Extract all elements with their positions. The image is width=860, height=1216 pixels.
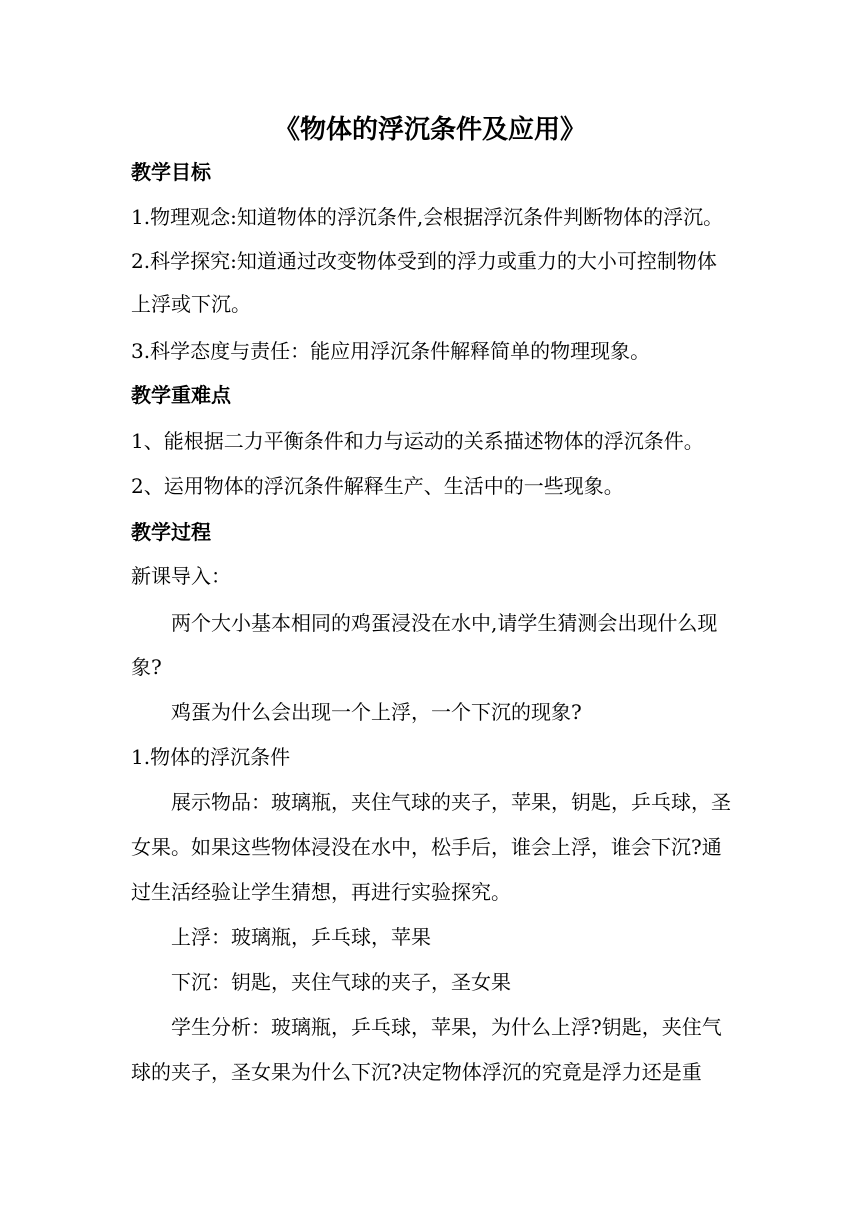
paragraph-sink-list: 下沉：钥匙，夹住气球的夹子，圣女果	[171, 970, 511, 994]
goal-2-line-2: 上浮或下沉。	[131, 292, 251, 316]
paragraph-6-line-2: 球的夹子，圣女果为什么下沉?决定物体浮沉的究竟是浮力还是重	[131, 1060, 702, 1084]
goal-1: 1.物理观念:知道物体的浮沉条件,会根据浮沉条件判断物体的浮沉。	[131, 205, 724, 229]
paragraph-6-line-1: 学生分析：玻璃瓶，乒乓球，苹果，为什么上浮?钥匙，夹住气	[171, 1015, 722, 1039]
paragraph-1-line-1: 两个大小基本相同的鸡蛋浸没在水中,请学生猜测会出现什么现	[171, 611, 718, 635]
paragraph-1-line-2: 象?	[131, 655, 162, 679]
paragraph-2: 鸡蛋为什么会出现一个上浮，一个下沉的现象?	[171, 700, 582, 724]
key-point-2: 2、运用物体的浮沉条件解释生产、生活中的一些现象。	[131, 474, 624, 498]
section-1-heading: 1.物体的浮沉条件	[131, 745, 291, 769]
paragraph-3-line-3: 过生活经验让学生猜想，再进行实验探究。	[131, 880, 511, 904]
key-point-1: 1、能根据二力平衡条件和力与运动的关系描述物体的浮沉条件。	[131, 429, 704, 453]
heading-key-points: 教学重难点	[131, 383, 231, 407]
heading-teaching-goals: 教学目标	[131, 160, 211, 184]
document-title: 《物体的浮沉条件及应用》	[273, 115, 586, 145]
paragraph-3-line-2: 女果。如果这些物体浸没在水中，松手后，谁会上浮，谁会下沉?通	[131, 835, 722, 859]
heading-teaching-process: 教学过程	[131, 520, 211, 544]
paragraph-3-line-1: 展示物品：玻璃瓶，夹住气球的夹子，苹果，钥匙，乒乓球，圣	[171, 790, 731, 814]
goal-3: 3.科学态度与责任：能应用浮沉条件解释简单的物理现象。	[131, 339, 651, 363]
lesson-intro-label: 新课导入：	[131, 564, 231, 588]
paragraph-float-list: 上浮：玻璃瓶，乒乓球，苹果	[171, 925, 431, 949]
goal-2-line-1: 2.科学探究:知道通过改变物体受到的浮力或重力的大小可控制物体	[131, 249, 717, 273]
